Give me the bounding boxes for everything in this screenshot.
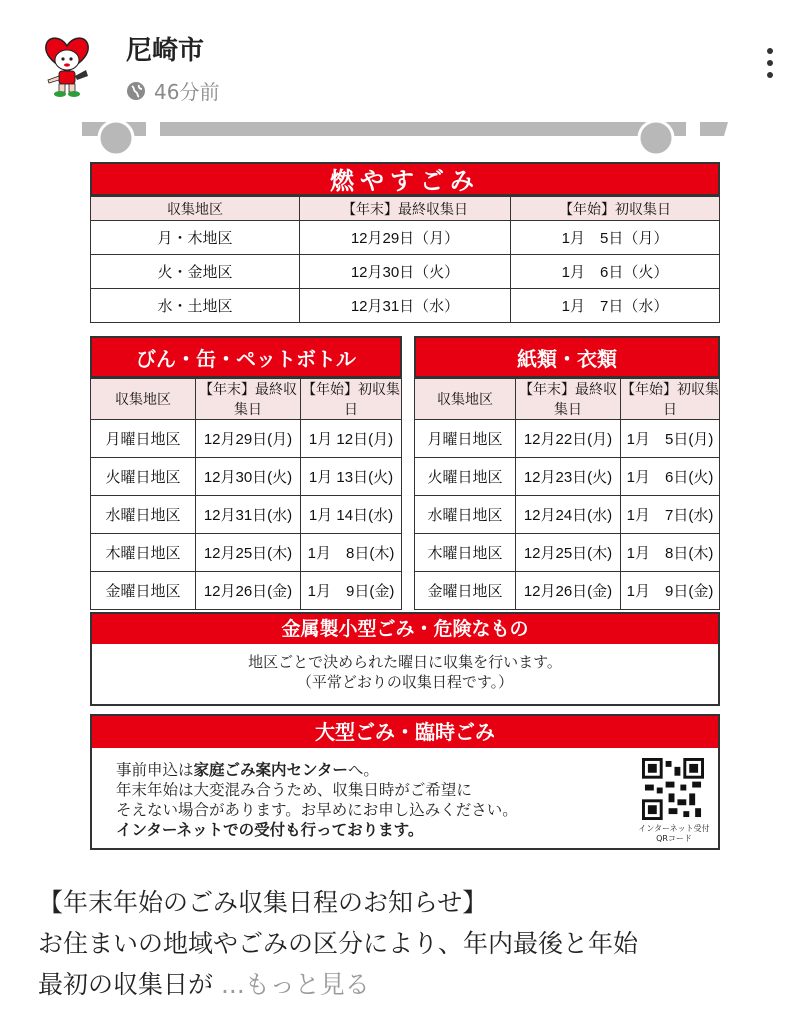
first-date-cell: 1月 14日(水) <box>301 496 402 534</box>
district-cell: 月曜日地区 <box>415 420 516 458</box>
post-header <box>0 0 798 110</box>
poster-image[interactable] <box>80 118 728 858</box>
district-cell: 木曜日地区 <box>415 534 516 572</box>
post-meta <box>126 76 219 105</box>
table-header: 【年始】初収集日 <box>511 197 720 221</box>
table-row <box>91 255 720 289</box>
large-text: 事前申込は <box>116 761 194 779</box>
bottles-title: びん・缶・ペットボトル <box>90 336 402 378</box>
table-header: 収集地区 <box>91 197 300 221</box>
large-text: そえない場合があります。お早めにお申し込みください。 <box>116 801 518 819</box>
see-more-link[interactable]: ...もっと見る <box>213 970 370 999</box>
table-row <box>91 420 402 458</box>
last-date-cell: 12月31日(水) <box>196 496 301 534</box>
table-row <box>91 496 402 534</box>
qr-code-icon[interactable] <box>642 758 704 820</box>
table-row <box>91 458 402 496</box>
table-row <box>415 458 720 496</box>
table-row <box>91 534 402 572</box>
page-name[interactable]: 尼崎市 <box>126 36 205 66</box>
first-date-cell: 1月 7日（水） <box>511 289 720 323</box>
first-date-cell: 1月 12日(月) <box>301 420 402 458</box>
district-cell: 月・木地区 <box>91 221 300 255</box>
paper-section <box>414 336 720 610</box>
first-date-cell: 1月 8日(木) <box>621 534 720 572</box>
globe-icon <box>126 81 146 101</box>
district-cell: 水・土地区 <box>91 289 300 323</box>
burnable-title: 燃やすごみ <box>90 162 720 196</box>
mascot-avatar[interactable] <box>40 32 94 98</box>
last-date-cell: 12月29日（月） <box>300 221 511 255</box>
metal-body <box>92 644 718 704</box>
large-text: へ。 <box>347 761 379 779</box>
district-cell: 水曜日地区 <box>91 496 196 534</box>
qr-caption <box>634 824 714 844</box>
table-row <box>415 420 720 458</box>
first-date-cell: 1月 6日(火) <box>621 458 720 496</box>
table-row <box>415 534 720 572</box>
last-date-cell: 12月31日（水） <box>300 289 511 323</box>
first-date-cell: 1月 6日（火） <box>511 255 720 289</box>
district-cell: 月曜日地区 <box>91 420 196 458</box>
district-cell: 水曜日地区 <box>415 496 516 534</box>
last-date-cell: 12月25日(木) <box>196 534 301 572</box>
last-date-cell: 12月30日（火） <box>300 255 511 289</box>
metal-line: （平常どおりの収集日程です。） <box>296 673 514 691</box>
paper-title: 紙類・衣類 <box>414 336 720 378</box>
district-cell: 火曜日地区 <box>415 458 516 496</box>
table-header: 【年末】最終収集日 <box>516 379 621 420</box>
paper-table <box>414 378 720 610</box>
district-cell: 火・金地区 <box>91 255 300 289</box>
first-date-cell: 1月 9日(金) <box>301 572 402 610</box>
first-date-cell: 1月 7日(水) <box>621 496 720 534</box>
first-date-cell: 1月 5日（月） <box>511 221 720 255</box>
table-header: 【年始】初収集日 <box>301 379 402 420</box>
post-caption <box>38 882 768 1005</box>
qr-caption-line: インターネット受付 <box>638 824 710 833</box>
last-date-cell: 12月22日(月) <box>516 420 621 458</box>
bottles-table <box>90 378 402 610</box>
metal-line: 地区ごとで決められた曜日に収集を行います。 <box>248 653 562 671</box>
last-date-cell: 12月26日(金) <box>516 572 621 610</box>
qr-caption-line: QRコード <box>656 834 692 843</box>
last-date-cell: 12月30日(火) <box>196 458 301 496</box>
table-row <box>415 572 720 610</box>
first-date-cell: 1月 9日(金) <box>621 572 720 610</box>
burnable-section <box>90 162 720 323</box>
post-time: 46分前 <box>154 80 220 104</box>
last-date-cell: 12月25日(木) <box>516 534 621 572</box>
first-date-cell: 1月 5日(月) <box>621 420 720 458</box>
metal-section <box>90 612 720 706</box>
truck-graphic <box>80 118 728 162</box>
burnable-table <box>90 196 720 323</box>
large-body <box>116 760 616 840</box>
district-cell: 木曜日地区 <box>91 534 196 572</box>
metal-title: 金属製小型ごみ・危険なもの <box>92 614 718 644</box>
last-date-cell: 12月24日(水) <box>516 496 621 534</box>
caption-line: お住まいの地域やごみの区分により、年内最後と年始 <box>38 929 639 958</box>
district-cell: 金曜日地区 <box>415 572 516 610</box>
table-header: 【年始】初収集日 <box>621 379 720 420</box>
large-text: インターネットでの受付も行っております。 <box>116 821 424 839</box>
district-cell: 火曜日地区 <box>91 458 196 496</box>
table-row <box>415 496 720 534</box>
last-date-cell: 12月23日(火) <box>516 458 621 496</box>
table-header: 【年末】最終収集日 <box>300 197 511 221</box>
first-date-cell: 1月 8日(木) <box>301 534 402 572</box>
district-cell: 金曜日地区 <box>91 572 196 610</box>
table-header: 【年末】最終収集日 <box>196 379 301 420</box>
caption-line: 最初の収集日が <box>38 970 214 999</box>
table-row <box>91 221 720 255</box>
caption-line: 【年末年始のごみ収集日程のお知らせ】 <box>38 888 488 917</box>
bottles-section <box>90 336 402 610</box>
table-header: 収集地区 <box>415 379 516 420</box>
more-vertical-icon[interactable] <box>760 48 780 88</box>
table-row <box>91 289 720 323</box>
table-row <box>91 572 402 610</box>
center-name: 家庭ごみ案内センター <box>193 761 348 779</box>
last-date-cell: 12月29日(月) <box>196 420 301 458</box>
table-header: 収集地区 <box>91 379 196 420</box>
first-date-cell: 1月 13日(火) <box>301 458 402 496</box>
large-section <box>90 714 720 850</box>
large-text: 年末年始は大変混み合うため、収集日時がご希望に <box>116 781 472 799</box>
large-title: 大型ごみ・臨時ごみ <box>92 716 718 748</box>
last-date-cell: 12月26日(金) <box>196 572 301 610</box>
